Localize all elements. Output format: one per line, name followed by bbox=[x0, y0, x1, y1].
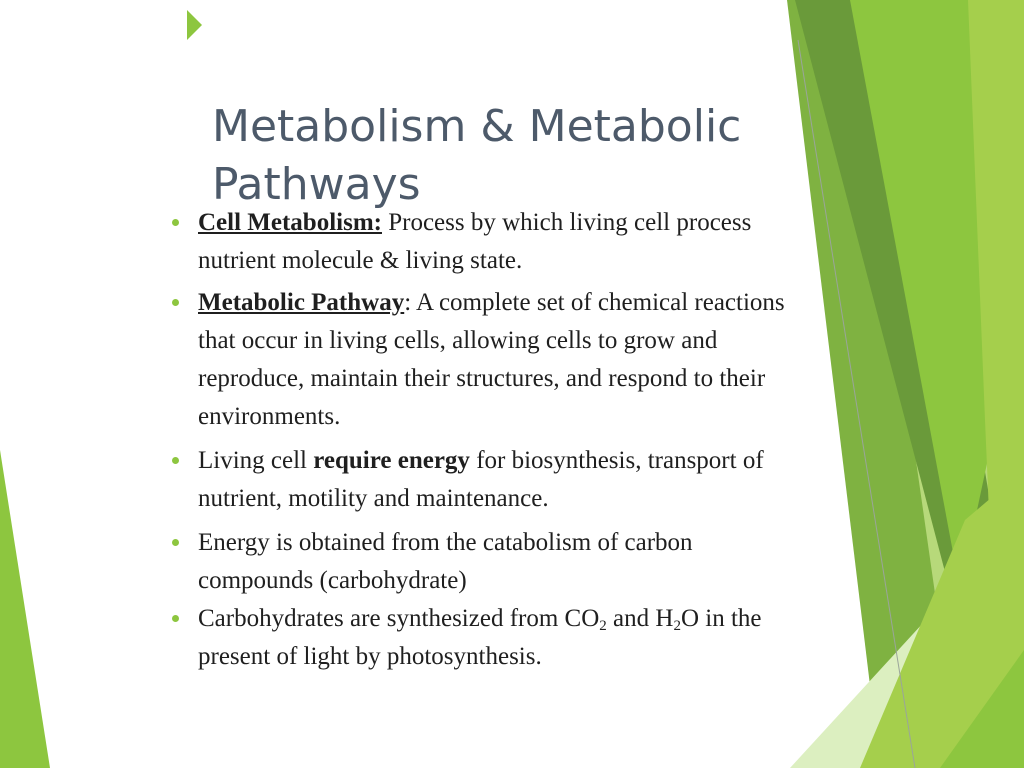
bullet-item-energy-source bbox=[172, 524, 812, 600]
bullet-dot bbox=[172, 539, 179, 546]
bullet-bold-text: require energy bbox=[313, 447, 470, 474]
bullet-term: Cell Metabolism: bbox=[198, 209, 382, 236]
bullet-term: Metabolic Pathway bbox=[198, 289, 405, 316]
bullet-text: Energy is obtained from the catabolism of carbon compounds (carbohydrate) bbox=[198, 529, 693, 594]
bullet-item-metabolic-pathway bbox=[172, 284, 812, 436]
bullet-text-pre: Living cell bbox=[198, 447, 314, 474]
bullet-text-part3: O in the present of light by photosynthesis. bbox=[198, 605, 762, 670]
title-line-2: Pathways bbox=[212, 159, 421, 210]
bullet-dot bbox=[172, 219, 179, 226]
slide-title bbox=[212, 98, 812, 214]
bullet-list bbox=[172, 204, 812, 676]
bullet-dot bbox=[172, 299, 179, 306]
h2o-subscript: 2 bbox=[673, 618, 681, 634]
bullet-dot bbox=[172, 615, 179, 622]
bullet-item-photosynthesis bbox=[172, 600, 812, 676]
bullet-item-energy-requirement bbox=[172, 442, 812, 518]
bullet-text: Process by which living cell process nutrient molecule & living state. bbox=[198, 209, 752, 274]
title-line-1: Metabolism & Metabolic bbox=[212, 101, 742, 152]
bullet-text-part1: Carbohydrates are synthesized from CO bbox=[198, 605, 600, 632]
bullet-text-post: for biosynthesis, transport of nutrient, motility and maintenance. bbox=[198, 447, 764, 512]
bullet-text: : A complete set of chemical reactions that occur in living cells, allowing cells to grow and reproduce, maintain their structures, and respond to their environments. bbox=[198, 289, 785, 430]
bullet-item-cell-metabolism bbox=[172, 204, 812, 280]
co2-subscript: 2 bbox=[599, 618, 607, 634]
bullet-dot bbox=[172, 457, 179, 464]
bullet-text-part2: and H bbox=[606, 605, 674, 632]
deco-arrow-top bbox=[187, 10, 202, 40]
deco-shape-left bbox=[0, 450, 50, 768]
